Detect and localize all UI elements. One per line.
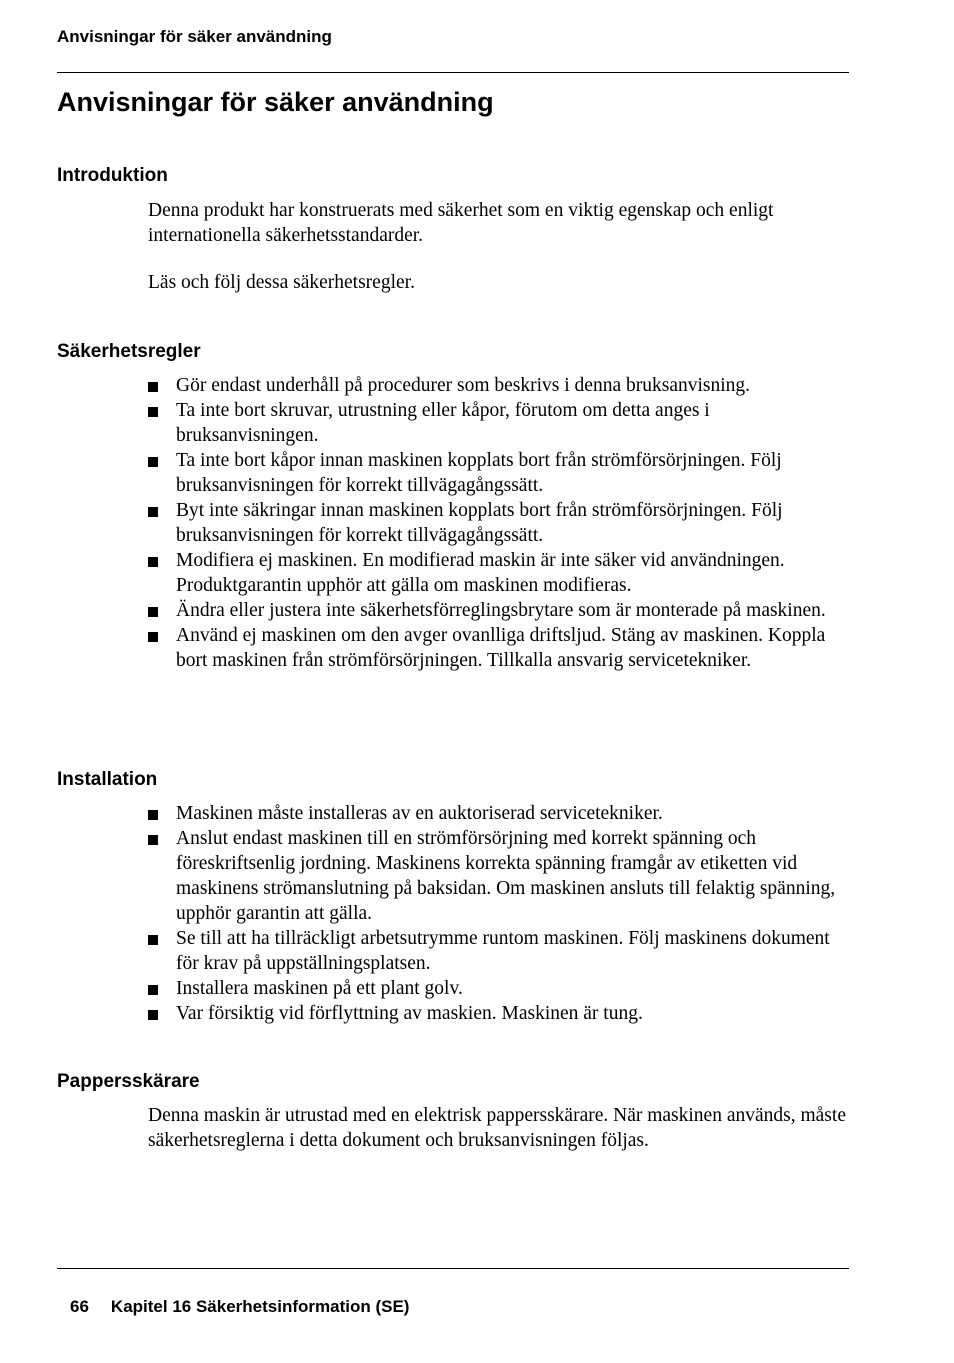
list-item <box>148 976 848 1001</box>
list-item-text: Ta inte bort kåpor innan maskinen kopplats bort från strömförsörjningen. Följ bruksanvisningen för korrekt tillvägagångssätt. <box>176 450 782 496</box>
list-item <box>148 801 848 826</box>
bullet-square-icon <box>148 985 158 995</box>
paragraph: Denna produkt har konstruerats med säkerhet som en viktig egenskap och enligt internationella säkerhetsstandarder. <box>148 200 774 246</box>
list-item-text: Gör endast underhåll på procedurer som beskrivs i denna bruksanvisning. <box>176 375 751 396</box>
list-item <box>148 398 848 448</box>
bullet-square-icon <box>148 457 158 467</box>
chapter-title: Kapitel 16 Säkerhetsinformation (SE) <box>110 1297 410 1316</box>
bullet-square-icon <box>148 607 158 617</box>
footer-rule <box>57 1268 849 1269</box>
page-footer <box>70 1297 409 1317</box>
bullet-square-icon <box>148 1010 158 1020</box>
section-body-introduktion <box>148 198 848 295</box>
list-item-text: Ta inte bort skruvar, utrustning eller kåpor, förutom om detta anges i bruksanvisningen. <box>176 400 710 446</box>
bullet-square-icon <box>148 507 158 517</box>
section-heading-pappersskarare: Pappersskärare <box>57 1071 200 1092</box>
section-body-pappersskarare <box>148 1103 848 1153</box>
list-item <box>148 548 848 598</box>
section-heading-installation: Installation <box>57 769 158 790</box>
list-item <box>148 623 848 673</box>
page-number: 66 <box>70 1297 89 1316</box>
list-item-text: Installera maskinen på ett plant golv. <box>176 978 463 999</box>
bullet-list <box>148 801 848 1026</box>
list-item <box>148 448 848 498</box>
list-item-text: Maskinen måste installeras av en auktoriserad servicetekniker. <box>176 803 663 824</box>
bullet-square-icon <box>148 632 158 642</box>
running-header: Anvisningar för säker användning <box>57 27 332 46</box>
bullet-square-icon <box>148 835 158 845</box>
section-body-sakerhetsregler <box>148 373 848 673</box>
list-item <box>148 498 848 548</box>
section-heading-sakerhetsregler: Säkerhetsregler <box>57 341 201 362</box>
list-item <box>148 926 848 976</box>
bullet-square-icon <box>148 935 158 945</box>
list-item-text: Ändra eller justera inte säkerhetsförreglingsbrytare som är monterade på maskinen. <box>176 600 826 621</box>
list-item-text: Var försiktig vid förflyttning av maskien. Maskinen är tung. <box>176 1003 643 1024</box>
list-item-text: Se till att ha tillräckligt arbetsutrymme runtom maskinen. Följ maskinens dokument för krav på uppställningsplatsen. <box>176 928 830 974</box>
page-title: Anvisningar för säker användning <box>57 87 494 117</box>
list-item-text: Byt inte säkringar innan maskinen kopplats bort från strömförsörjningen. Följ bruksanvisningen för korrekt tillvägagångssätt. <box>176 500 783 546</box>
paragraph: Denna maskin är utrustad med en elektrisk pappersskärare. När maskinen används, måste säkerhetsreglerna i detta dokument och bruksanvisningen följas. <box>148 1105 846 1151</box>
section-heading-introduktion: Introduktion <box>57 165 168 186</box>
list-item <box>148 1001 848 1026</box>
list-item <box>148 598 848 623</box>
bullet-square-icon <box>148 557 158 567</box>
list-item-text: Använd ej maskinen om den avger ovanlliga driftsljud. Stäng av maskinen. Koppla bort maskinen från strömförsörjningen. Tillkalla ansvarig servicetekniker. <box>176 625 826 671</box>
header-rule <box>57 72 849 73</box>
bullet-square-icon <box>148 407 158 417</box>
list-item <box>148 826 848 926</box>
bullet-square-icon <box>148 810 158 820</box>
list-item <box>148 373 848 398</box>
bullet-square-icon <box>148 382 158 392</box>
list-item-text: Anslut endast maskinen till en strömförsörjning med korrekt spänning och föreskriftsenlig jordning. Maskinens korrekta spänning framgår av etiketten vid maskinens strömanslutning på baksidan. Om maskinen ansluts till felaktig spänning, upphör garantin att gälla. <box>176 828 836 924</box>
bullet-list <box>148 373 848 673</box>
section-body-installation <box>148 801 848 1026</box>
paragraph: Läs och följ dessa säkerhetsregler. <box>148 272 415 293</box>
list-item-text: Modifiera ej maskinen. En modifierad maskin är inte säker vid användningen. Produktgarantin upphör att gälla om maskinen modifieras. <box>176 550 785 596</box>
